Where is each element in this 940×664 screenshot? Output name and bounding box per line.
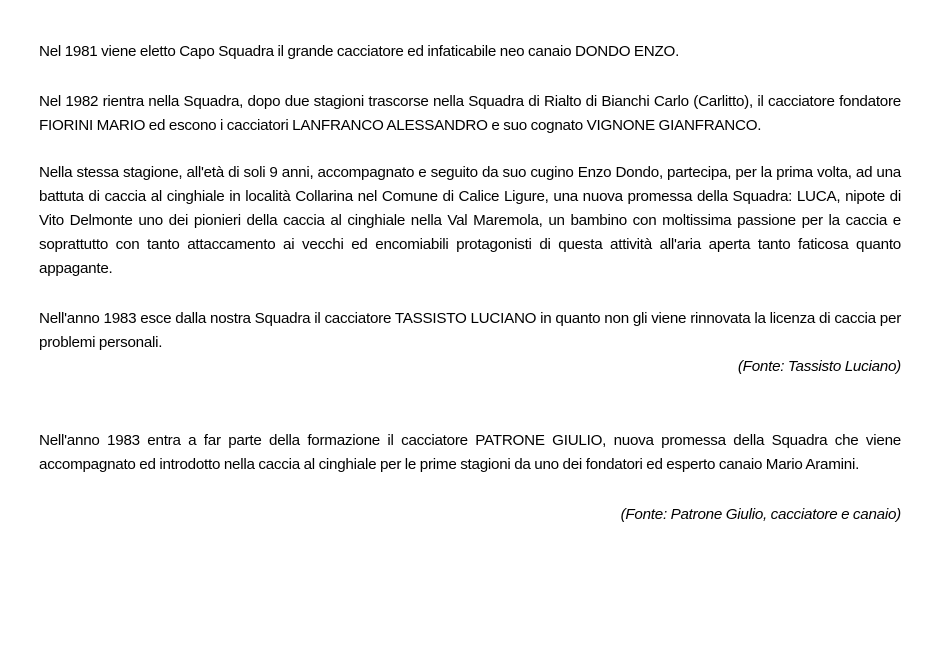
paragraph-luca-prima-battuta: Nella stessa stagione, all'età di soli 9 anni, accompagnato e seguito da suo cugino Enzo Dondo, partecipa, per la prima volta, ad una battuta di caccia al cinghiale in località Collarina nel Comune di Calice Ligure, una nuova promessa della Squadra: LUCA, nipote di Vito Delmonte uno dei pionieri della caccia al cinghiale nella Val Maremola, un bambino con moltissima passione per la caccia e soprattutto con tanto attaccamento ai vecchi ed encomiabili protagonisti di questa attività all'aria aperta tanto faticosa quanto appagante. [39, 164, 901, 277]
paragraph-1983-tassisto: Nell'anno 1983 esce dalla nostra Squadra il cacciatore TASSISTO LUCIANO in quanto non gli viene rinnovata la licenza di caccia per problemi personali. [39, 310, 901, 351]
source-citation-patrone: (Fonte: Patrone Giulio, cacciatore e canaio) [620, 506, 901, 523]
paragraph-1982-rientro: Nel 1982 rientra nella Squadra, dopo due stagioni trascorse nella Squadra di Rialto di Bianchi Carlo (Carlitto), il cacciatore fondatore FIORINI MARIO ed escono i cacciatori LANFRANCO ALESSANDRO e suo cognato VIGNONE GIANFRANCO. [39, 93, 901, 134]
document-body [39, 40, 901, 527]
paragraph-1983-patrone: Nell'anno 1983 entra a far parte della formazione il cacciatore PATRONE GIULIO, nuova promessa della Squadra che viene accompagnato ed introdotto nella caccia al cinghiale per le prime stagioni da uno dei fondatori ed esperto canaio Mario Aramini. [39, 432, 901, 473]
paragraph-1981-capo-squadra: Nel 1981 viene eletto Capo Squadra il grande cacciatore ed infaticabile neo canaio DONDO ENZO. [39, 43, 680, 60]
source-citation-tassisto: (Fonte: Tassisto Luciano) [737, 358, 901, 375]
